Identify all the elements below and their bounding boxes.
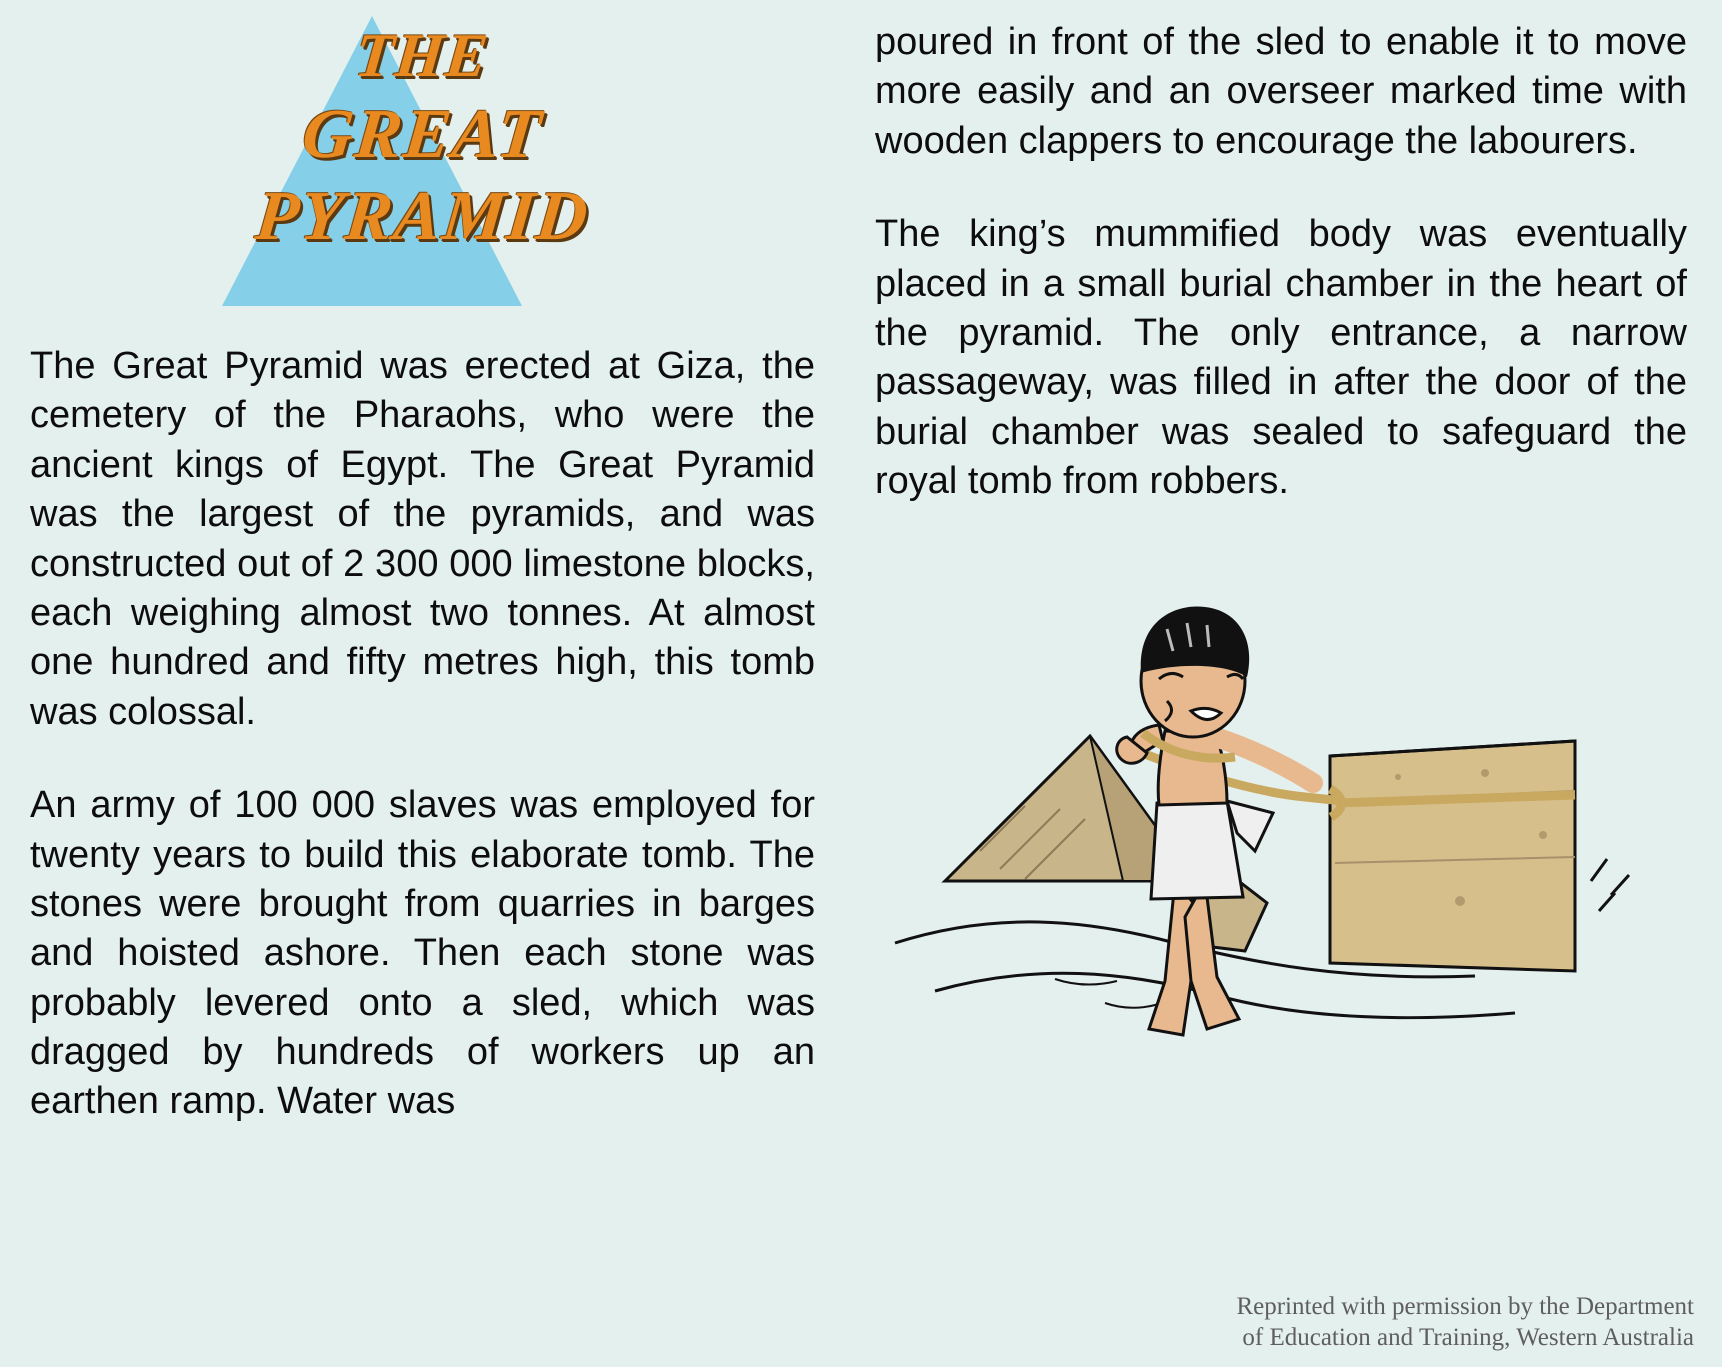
credit-line-1: Reprinted with permission by the Department [1236,1292,1694,1320]
right-column [855,0,1722,1367]
paragraph-1: The Great Pyramid was erected at Giza, the cemetery of the Pharaohs, who were the ancient kings of Egypt. The Great Pyramid was the largest of the pyramids, and was constructed out of 2 300 000 limestone blocks, each weighing almost two tonnes. At almost one hundred and fifty metres high, this tomb was colossal. [30,345,815,733]
title-line-3: PYRAMID [252,178,594,256]
credit-line-2: of Education and Training, Western Australia [1242,1323,1694,1351]
paragraph-3: poured in front of the sled to enable it to move more easily and an overseer marked time with wooden clappers to encourage the labourers. [875,21,1687,162]
stone-block-shape [1330,741,1629,971]
paragraph-2: An army of 100 000 slaves was employed for twenty years to build this elaborate tomb. The stones were brought from quarries in barges and hoisted ashore. Then each stone was probably levered onto a sled, which was dragged by hundreds of workers up an earthen ramp. Water was [30,784,815,1123]
labourer-illustration [875,551,1687,1111]
title-line-1: THE [352,22,493,90]
page-title [30,22,815,256]
title-line-2: GREAT [298,95,547,173]
paragraph-4: The king’s mummified body was eventually placed in a small burial chamber in the heart of the pyramid. The only entrance, a narrow passageway, was filled in after the door of the burial chamber was sealed to safeguard the royal tomb from robbers. [875,213,1687,503]
title-block [30,6,815,336]
left-column [0,0,855,1367]
credit-line [1054,1291,1694,1354]
